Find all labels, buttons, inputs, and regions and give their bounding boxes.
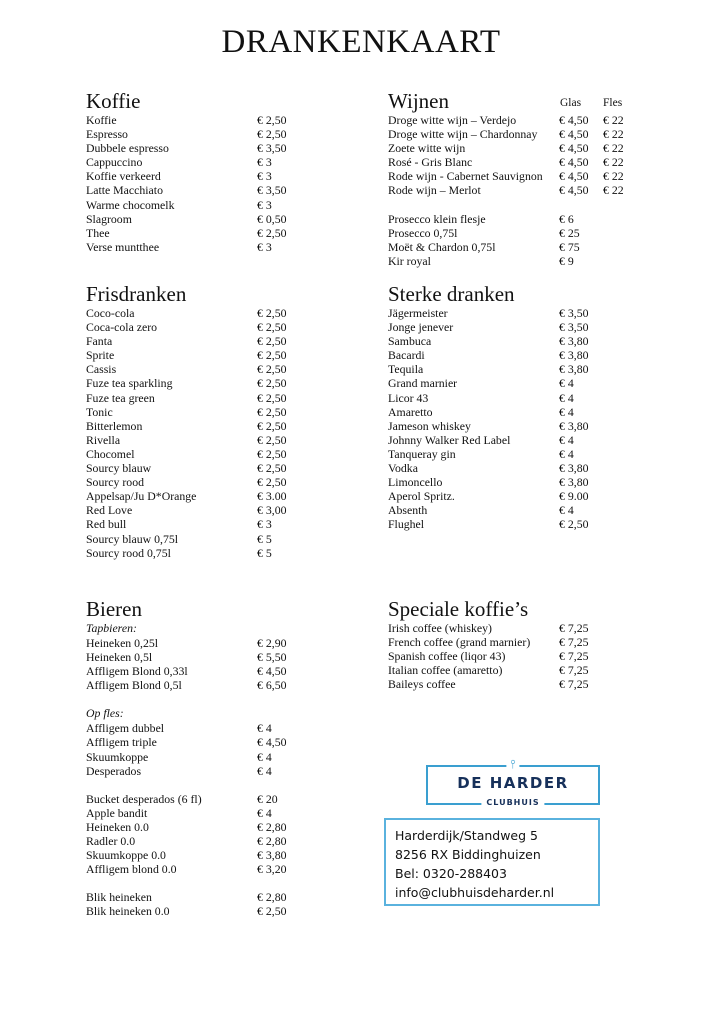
menu-item	[86, 664, 346, 678]
section-heading: Frisdranken	[86, 282, 187, 306]
item-price: € 2,50	[257, 475, 287, 490]
item-price: € 20	[257, 791, 278, 806]
item-price: € 6,50	[257, 678, 287, 693]
menu-item	[388, 212, 638, 226]
menu-item	[86, 503, 346, 517]
item-name: Moët & Chardon 0,75l	[388, 239, 496, 254]
group-spacer	[86, 778, 346, 792]
item-name: Sourcy rood 0,75l	[86, 545, 171, 560]
item-price: € 4	[559, 432, 574, 447]
section-heading: Koffie	[86, 89, 141, 113]
item-name: Droge witte wijn – Chardonnay	[388, 127, 538, 142]
menu-item	[86, 362, 346, 376]
item-price: € 4,50	[559, 113, 589, 127]
item-price: € 7,25	[559, 635, 589, 650]
item-price: € 3,00	[257, 503, 287, 518]
menu-item	[388, 621, 648, 635]
menu-item	[388, 226, 638, 240]
menu-item	[388, 348, 648, 362]
item-price: € 4	[559, 390, 574, 405]
item-name: Spanish coffee (liqor 43)	[388, 649, 506, 664]
page-title: DRANKENKAART	[221, 24, 501, 60]
item-name: Affligem dubbel	[86, 721, 165, 736]
logo-figure-icon: ⫯	[506, 758, 519, 770]
item-name: Cappuccino	[86, 155, 143, 170]
item-name: Rode wijn - Cabernet Sauvignon	[388, 169, 543, 184]
item-price: € 4	[257, 763, 272, 778]
item-price: € 3	[257, 517, 272, 532]
item-price-fles: € 22	[603, 127, 624, 142]
menu-item	[388, 391, 648, 405]
menu-item	[388, 649, 648, 663]
item-name: Baileys coffee	[388, 677, 456, 692]
item-name: Fanta	[86, 334, 113, 349]
item-name: Thee	[86, 225, 110, 240]
menu-item	[388, 489, 648, 503]
item-price: € 3,80	[559, 334, 589, 349]
item-name: Slagroom	[86, 211, 132, 226]
item-name: Jameson whiskey	[388, 418, 471, 433]
item-name: Sourcy blauw	[86, 461, 152, 476]
item-name: Sambuca	[388, 334, 432, 349]
menu-item	[86, 405, 346, 419]
item-price: € 3	[257, 239, 272, 254]
item-price-fles: € 22	[603, 141, 624, 156]
menu-item	[86, 127, 346, 141]
menu-item	[388, 503, 648, 517]
item-name: Blik heineken 0.0	[86, 904, 170, 919]
address-phone: Bel: 0320-288403	[395, 866, 507, 881]
item-price: € 6	[559, 211, 574, 226]
item-price: € 3,80	[559, 418, 589, 433]
item-name: Coca-cola zero	[86, 320, 158, 335]
item-price: € 4,50	[559, 183, 589, 198]
group-spacer	[388, 198, 638, 212]
menu-item	[388, 141, 638, 155]
item-price: € 2,50	[559, 517, 589, 532]
menu-item	[388, 419, 648, 433]
item-price: € 9	[559, 253, 574, 268]
address-box	[384, 818, 600, 906]
item-name: Aperol Spritz.	[388, 489, 455, 504]
item-price: € 2,50	[257, 306, 287, 320]
item-name: Rivella	[86, 432, 121, 447]
item-price: € 3,50	[257, 141, 287, 156]
logo-name: DE HARDER	[457, 774, 569, 792]
group-subtitle: Op fles:	[86, 706, 124, 721]
menu-item	[388, 433, 648, 447]
item-price: € 2,80	[257, 834, 287, 849]
item-price: € 3,80	[257, 848, 287, 863]
menu-item	[86, 376, 346, 390]
item-name: Radler 0.0	[86, 834, 136, 849]
item-name: Skuumkoppe	[86, 749, 149, 764]
menu-item	[86, 848, 346, 862]
menu-item	[86, 735, 346, 749]
logo-subtitle: CLUBHUIS	[481, 798, 544, 807]
menu-item	[86, 475, 346, 489]
menu-item	[86, 113, 346, 127]
item-price: € 3	[257, 169, 272, 184]
item-price: € 2,50	[257, 446, 287, 461]
item-name: Espresso	[86, 127, 128, 142]
menu-item	[86, 306, 346, 320]
item-price: € 4,50	[559, 155, 589, 170]
item-price: € 3,50	[257, 183, 287, 198]
item-price: € 4	[257, 749, 272, 764]
item-price: € 2,80	[257, 819, 287, 834]
menu-item	[86, 334, 346, 348]
item-name: Absenth	[388, 503, 428, 518]
item-name: Vodka	[388, 461, 418, 476]
menu-item	[86, 461, 346, 475]
wine-glas-header: Glas	[560, 97, 582, 109]
address-street: Harderdijk/Standweg 5	[395, 828, 538, 843]
item-price: € 3,50	[559, 306, 589, 320]
menu-item	[86, 489, 346, 503]
item-name: Jägermeister	[388, 306, 448, 320]
item-price: € 2,50	[257, 320, 287, 335]
item-price: € 9.00	[559, 489, 589, 504]
item-name: Limoncello	[388, 475, 443, 490]
menu-item	[388, 320, 648, 334]
item-price: € 7,25	[559, 663, 589, 678]
section-sterke-dranken	[388, 282, 648, 532]
menu-item	[388, 334, 648, 348]
item-price: € 25	[559, 225, 580, 240]
item-name: Amaretto	[388, 404, 433, 419]
item-price: € 3,80	[559, 348, 589, 363]
item-name: Skuumkoppe 0.0	[86, 848, 166, 863]
item-price: € 2,80	[257, 890, 287, 905]
item-name: Warme chocomelk	[86, 197, 175, 212]
item-name: Grand marnier	[388, 376, 458, 391]
item-price: € 0,50	[257, 211, 287, 226]
menu-item	[388, 240, 638, 254]
item-name: Italian coffee (amaretto)	[388, 663, 503, 678]
item-name: Heineken 0,25l	[86, 636, 159, 650]
item-name: Prosecco klein flesje	[388, 211, 486, 226]
item-price: € 4	[559, 376, 574, 391]
group-subtitle: Tapbieren:	[86, 621, 137, 635]
item-name: Affligem blond 0.0	[86, 862, 177, 877]
item-price: € 2,50	[257, 461, 287, 476]
item-price: € 4	[559, 404, 574, 419]
item-name: Dubbele espresso	[86, 141, 169, 156]
item-name: Sourcy blauw 0,75l	[86, 531, 179, 546]
item-price: € 3	[257, 197, 272, 212]
menu-item	[388, 517, 648, 531]
item-name: Sprite	[86, 348, 115, 363]
item-name: Rode wijn – Merlot	[388, 183, 481, 198]
item-price: € 4,50	[257, 664, 287, 679]
item-name: Droge witte wijn – Verdejo	[388, 113, 517, 127]
item-name: Flughel	[388, 517, 425, 532]
item-price: € 5	[257, 545, 272, 560]
item-price: € 7,25	[559, 621, 589, 635]
item-price-fles: € 22	[603, 183, 624, 198]
menu-item	[86, 764, 346, 778]
section-heading: Wijnen	[388, 89, 449, 113]
menu-item	[388, 635, 648, 649]
item-name: Apple bandit	[86, 805, 148, 820]
menu-item	[388, 405, 648, 419]
item-name: Koffie verkeerd	[86, 169, 161, 184]
item-name: Licor 43	[388, 390, 429, 405]
section-wijnen	[388, 89, 638, 268]
item-price-fles: € 22	[603, 169, 624, 184]
item-price: € 2,50	[257, 376, 287, 391]
item-price: € 2,50	[257, 348, 287, 363]
item-name: Blik heineken	[86, 890, 152, 905]
item-price: € 2,50	[257, 334, 287, 349]
menu-item	[86, 546, 346, 560]
menu-item	[388, 254, 638, 268]
item-price: € 5,50	[257, 650, 287, 665]
address-email: info@clubhuisdeharder.nl	[395, 885, 555, 900]
item-name: French coffee (grand marnier)	[388, 635, 531, 650]
item-name: Red Love	[86, 503, 133, 518]
item-price: € 3,80	[559, 475, 589, 490]
item-price: € 2,50	[257, 113, 287, 127]
menu-item	[86, 183, 346, 197]
menu-item	[86, 750, 346, 764]
item-price: € 2,50	[257, 127, 287, 142]
menu-item	[388, 306, 648, 320]
item-name: Affligem Blond 0,33l	[86, 664, 188, 679]
item-price: € 4,50	[559, 127, 589, 142]
menu-item	[86, 806, 346, 820]
item-price: € 3.00	[257, 489, 287, 504]
item-price: € 3	[257, 155, 272, 170]
item-price: € 7,25	[559, 677, 589, 692]
menu-item	[86, 169, 346, 183]
section-koffie	[86, 89, 346, 254]
item-price: € 4	[257, 721, 272, 736]
item-name: Heineken 0,5l	[86, 650, 153, 665]
section-heading: Speciale koffie’s	[388, 597, 529, 621]
item-name: Bucket desperados (6 fl)	[86, 791, 202, 806]
item-price-fles: € 22	[603, 113, 624, 127]
menu-item	[86, 904, 346, 918]
item-name: Affligem triple	[86, 735, 157, 750]
item-price: € 3,80	[559, 362, 589, 377]
menu-item	[388, 183, 638, 197]
section-heading: Bieren	[86, 597, 142, 621]
de-harder-logo	[426, 757, 600, 807]
section-bieren	[86, 597, 346, 919]
item-price: € 2,50	[257, 418, 287, 433]
wine-fles-header: Fles	[603, 97, 623, 109]
item-name: Rosé - Gris Blanc	[388, 155, 473, 170]
menu-item	[86, 320, 346, 334]
item-price: € 2,50	[257, 404, 287, 419]
menu-item	[388, 447, 648, 461]
section-speciale-koffies	[388, 597, 648, 691]
menu-item	[388, 677, 648, 691]
menu-item	[86, 419, 346, 433]
menu-item	[86, 226, 346, 240]
item-price: € 2,50	[257, 904, 287, 919]
item-name: Koffie	[86, 113, 117, 127]
menu-item	[388, 169, 638, 183]
menu-item	[388, 362, 648, 376]
item-price: € 4	[257, 805, 272, 820]
item-price: € 4,50	[257, 735, 287, 750]
menu-item	[86, 155, 346, 169]
item-name: Bacardi	[388, 348, 425, 363]
item-name: Kir royal	[388, 253, 431, 268]
menu-item	[86, 862, 346, 876]
menu-item	[388, 127, 638, 141]
item-name: Fuze tea sparkling	[86, 376, 173, 391]
group-spacer	[86, 876, 346, 890]
menu-item	[86, 212, 346, 226]
item-name: Bitterlemon	[86, 418, 143, 433]
item-price: € 4	[559, 503, 574, 518]
menu-item	[86, 447, 346, 461]
item-name: Tonic	[86, 404, 113, 419]
item-name: Coco-cola	[86, 306, 135, 320]
item-price: € 3,50	[559, 320, 589, 335]
item-name: Tanqueray gin	[388, 446, 456, 461]
item-name: Johnny Walker Red Label	[388, 432, 511, 447]
menu-item	[86, 721, 346, 735]
item-price: € 2,50	[257, 362, 287, 377]
item-price: € 3,80	[559, 461, 589, 476]
section-heading: Sterke dranken	[388, 282, 515, 306]
menu-item	[388, 461, 648, 475]
item-name: Zoete witte wijn	[388, 141, 466, 156]
menu-item	[388, 475, 648, 489]
item-name: Prosecco 0,75l	[388, 225, 458, 240]
item-price: € 2,50	[257, 432, 287, 447]
menu-item	[388, 663, 648, 677]
menu-item	[86, 834, 346, 848]
item-name: Chocomel	[86, 446, 135, 461]
menu-item	[388, 376, 648, 390]
menu-item	[388, 113, 638, 127]
item-name: Red bull	[86, 517, 127, 532]
item-name: Affligem Blond 0,5l	[86, 678, 182, 693]
menu-item	[86, 198, 346, 212]
item-name: Latte Macchiato	[86, 183, 163, 198]
menu-item	[86, 348, 346, 362]
address-city: 8256 RX Biddinghuizen	[395, 847, 541, 862]
menu-item	[86, 678, 346, 692]
menu-item	[86, 636, 346, 650]
menu-item	[388, 155, 638, 169]
item-name: Sourcy rood	[86, 475, 144, 490]
menu-item	[86, 240, 346, 254]
item-price: € 4,50	[559, 141, 589, 156]
menu-item	[86, 433, 346, 447]
menu-item	[86, 532, 346, 546]
item-name: Desperados	[86, 763, 142, 778]
item-price: € 4,50	[559, 169, 589, 184]
item-price: € 5	[257, 531, 272, 546]
item-name: Irish coffee (whiskey)	[388, 621, 492, 635]
item-price: € 4	[559, 446, 574, 461]
item-price: € 75	[559, 239, 580, 254]
menu-item	[86, 141, 346, 155]
menu-item	[86, 792, 346, 806]
menu-item	[86, 890, 346, 904]
item-name: Verse muntthee	[86, 239, 160, 254]
item-price: € 3,20	[257, 862, 287, 877]
item-name: Tequila	[388, 362, 424, 377]
section-frisdranken	[86, 282, 346, 560]
item-name: Appelsap/Ju D*Orange	[86, 489, 197, 504]
group-spacer	[86, 692, 346, 706]
item-price: € 2,50	[257, 225, 287, 240]
item-price: € 7,25	[559, 649, 589, 664]
menu-item	[86, 391, 346, 405]
item-price: € 2,90	[257, 636, 287, 650]
item-name: Heineken 0.0	[86, 819, 149, 834]
menu-item	[86, 517, 346, 531]
item-name: Jonge jenever	[388, 320, 454, 335]
item-price: € 2,50	[257, 390, 287, 405]
item-price-fles: € 22	[603, 155, 624, 170]
menu-item	[86, 820, 346, 834]
menu-item	[86, 650, 346, 664]
item-name: Cassis	[86, 362, 117, 377]
item-name: Fuze tea green	[86, 390, 155, 405]
